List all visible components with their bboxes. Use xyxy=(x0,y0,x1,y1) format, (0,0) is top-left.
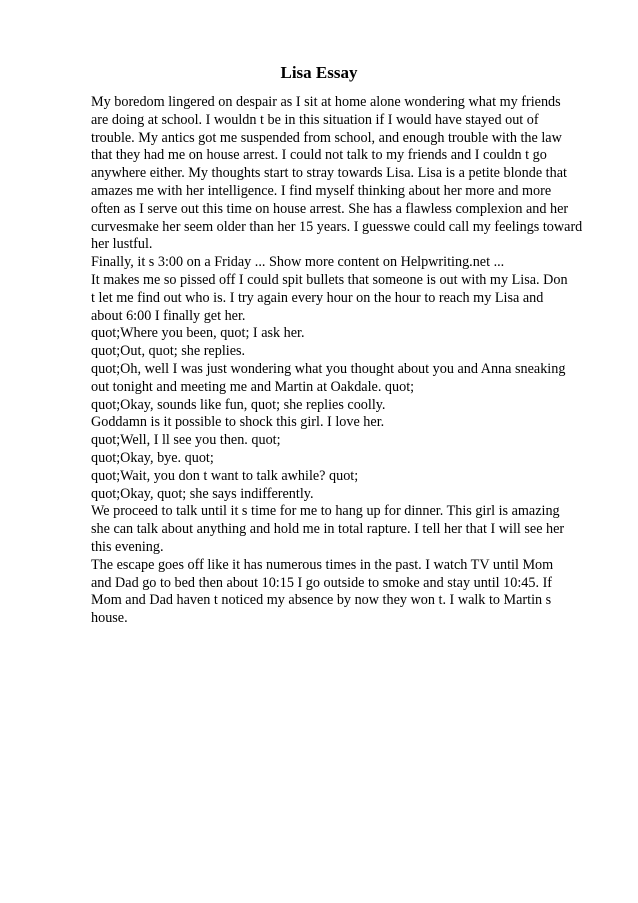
body-line: t let me find out who is. I try again every hour on the hour to reach my Lisa and xyxy=(91,289,544,306)
document-title: Lisa Essay xyxy=(280,63,358,82)
body-line: quot;Wait, you don t want to talk awhile? quot; xyxy=(91,467,359,484)
body-line: she can talk about anything and hold me in total rapture. I tell her that I will see her xyxy=(91,521,565,538)
body-line: that they had me on house arrest. I could not talk to my friends and I couldn t go xyxy=(91,147,547,164)
body-line: about 6:00 I finally get her. xyxy=(91,307,246,324)
body-line: are doing at school. I wouldn t be in this situation if I would have stayed out of xyxy=(91,111,539,128)
body-line: quot;Where you been, quot; I ask her. xyxy=(91,325,305,342)
body-line: It makes me so pissed off I could spit bullets that someone is out with my Lisa. Don xyxy=(91,271,568,288)
body-line: Mom and Dad haven t noticed my absence by now they won t. I walk to Martin s xyxy=(91,592,552,609)
body-line: quot;Okay, bye. quot; xyxy=(91,449,214,466)
body-line: amazes me with her intelligence. I find myself thinking about her more and more xyxy=(91,182,552,199)
body-line: Finally, it s 3:00 on a Friday ... Show more content on Helpwriting.net ... xyxy=(91,254,505,271)
body-line: house. xyxy=(91,610,128,627)
body-line: quot;Oh, well I was just wondering what you thought about you and Anna sneaking xyxy=(91,360,566,377)
document-body xyxy=(91,94,606,628)
body-line: quot;Okay, sounds like fun, quot; she replies coolly. xyxy=(91,396,386,413)
body-line: My boredom lingered on despair as I sit at home alone wondering what my friends xyxy=(91,94,561,110)
body-line: this evening. xyxy=(91,538,164,555)
body-line: quot;Well, I ll see you then. quot; xyxy=(91,432,281,449)
body-line: curvesmake her seem older than her 15 years. I guesswe could call my feelings toward xyxy=(91,218,583,235)
body-line: and Dad go to bed then about 10:15 I go outside to smoke and stay until 10:45. If xyxy=(91,574,553,591)
body-line: Goddamn is it possible to shock this girl. I love her. xyxy=(91,414,385,431)
body-line: out tonight and meeting me and Martin at Oakdale. quot; xyxy=(91,378,415,395)
body-line: quot;Okay, quot; she says indifferently. xyxy=(91,485,314,502)
body-line: her lustful. xyxy=(91,236,153,253)
body-line: We proceed to talk until it s time for me to hang up for dinner. This girl is amazing xyxy=(91,503,560,520)
body-line: quot;Out, quot; she replies. xyxy=(91,343,246,360)
body-line: The escape goes off like it has numerous times in the past. I watch TV until Mom xyxy=(91,556,554,573)
body-line: anywhere either. My thoughts start to stray towards Lisa. Lisa is a petite blonde that xyxy=(91,165,567,182)
body-line: often as I serve out this time on house arrest. She has a flawless complexion and her xyxy=(91,200,569,217)
body-line: trouble. My antics got me suspended from school, and enough trouble with the law xyxy=(91,129,562,146)
